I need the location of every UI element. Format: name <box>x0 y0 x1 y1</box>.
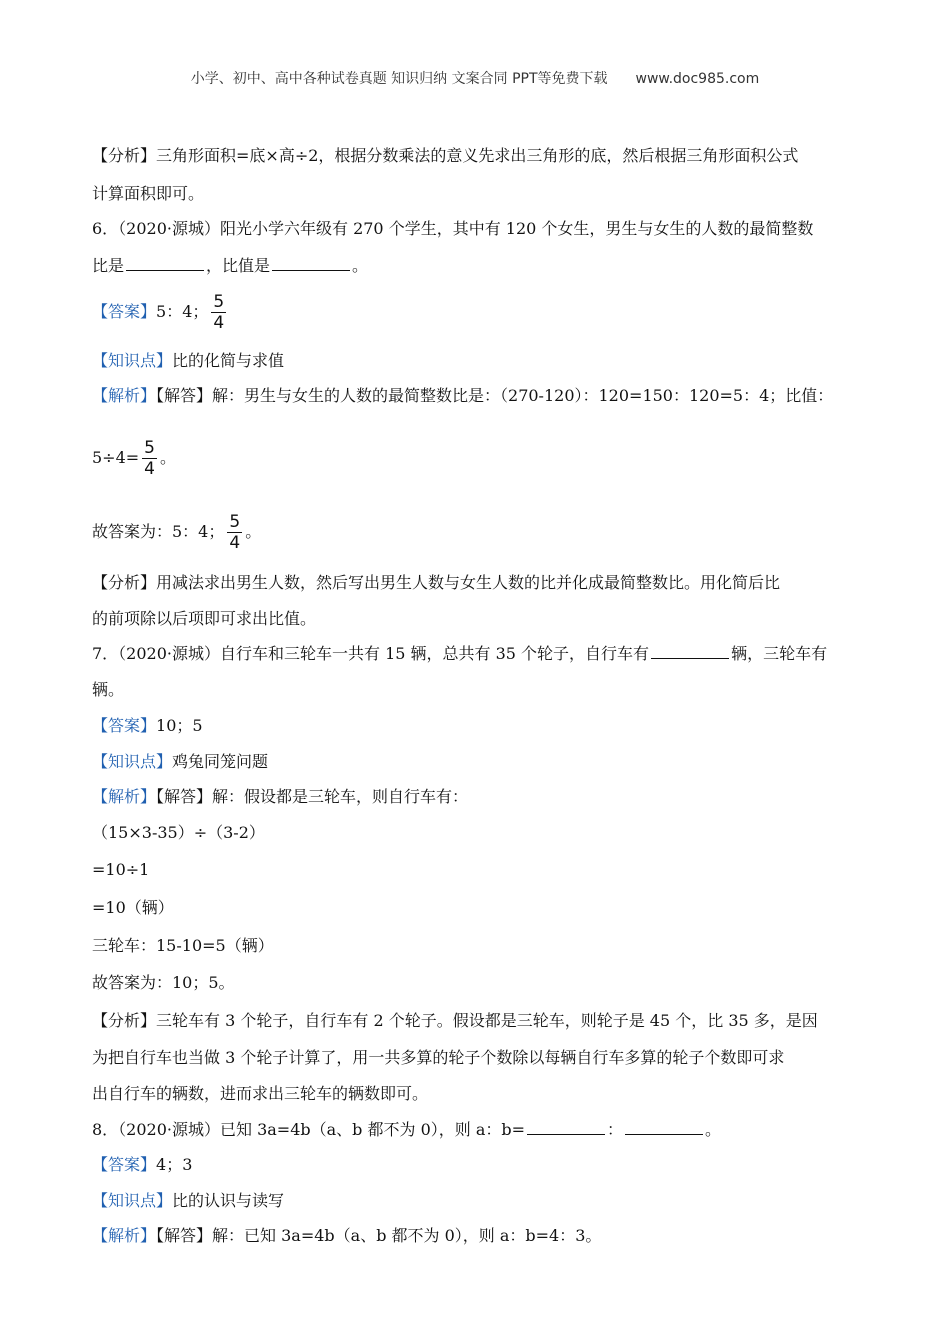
q6-question-line2 <box>92 256 368 276</box>
q6-analysis-line2 <box>92 609 316 629</box>
knowledge-tag: 【知识点】 <box>92 351 173 370</box>
knowledge-tag: 【知识点】 <box>92 1191 173 1210</box>
fraction <box>227 512 242 553</box>
q6-explain-line2 <box>92 436 176 480</box>
answer-tag: 【答案】 <box>92 1155 157 1174</box>
answer-blank <box>527 1120 605 1135</box>
knowledge-tag: 【知识点】 <box>92 752 173 771</box>
text: 8．（2020·源城）已知 3a=4b（a、b 都不为 0），则 a：b= <box>92 1120 526 1139</box>
analysis-tag: 【分析】 <box>92 573 157 592</box>
fraction-numerator: 5 <box>229 512 241 532</box>
q5-analysis-line1 <box>92 146 798 166</box>
fraction-numerator: 5 <box>213 292 225 312</box>
text: 。 <box>245 522 262 541</box>
header-text: 小学、初中、高中各种试卷真题 知识归纳 文案合同 PPT等免费下载 <box>190 71 608 87</box>
text: 。 <box>160 448 177 467</box>
text: ： <box>607 1120 624 1139</box>
text: 用减法求出男生人数，然后写出男生人数与女生人数的比并化成最简整数比。用化简后比 <box>156 573 781 592</box>
text: 故答案为：10；5。 <box>92 973 235 992</box>
text: 比的化简与求值 <box>172 351 285 370</box>
q8-knowledge <box>92 1191 284 1211</box>
fraction-denominator: 4 <box>229 533 241 553</box>
text: 10；5 <box>156 716 203 735</box>
text: 。 <box>705 1120 722 1139</box>
fraction-denominator: 4 <box>213 313 225 333</box>
q7-explain-line4 <box>92 898 174 918</box>
text: 鸡兔同笼问题 <box>172 752 269 771</box>
text: 计算面积即可。 <box>92 184 205 203</box>
text: 【解答】解：已知 3a=4b（a、b 都不为 0），则 a：b=4：3。 <box>156 1226 602 1245</box>
q6-knowledge <box>92 351 284 371</box>
answer-blank <box>625 1120 703 1135</box>
text: 【解答】解：假设都是三轮车，则自行车有： <box>156 787 469 806</box>
q7-knowledge <box>92 752 268 772</box>
analysis-tag: 【分析】 <box>92 1011 157 1030</box>
text: 故答案为：5：4； <box>92 522 225 541</box>
answer-tag: 【答案】 <box>92 716 157 735</box>
text: 5：4； <box>156 302 209 321</box>
text: 三角形面积=底×高÷2，根据分数乘法的意义先求出三角形的底，然后根据三角形面积公式 <box>156 146 799 165</box>
text: 6．（2020·源城）阳光小学六年级有 270 个学生，其中有 120 个女生，男生与女生的人数的最简整数 <box>92 219 814 238</box>
q8-answer <box>92 1155 192 1175</box>
q6-question-line1 <box>92 219 813 239</box>
q5-analysis-line2 <box>92 184 204 204</box>
q7-question-line1 <box>92 644 827 664</box>
text: 为把自行车也当做 3 个轮子计算了，用一共多算的轮子个数除以每辆自行车多算的轮子个数即可求 <box>92 1048 785 1067</box>
text: 。 <box>352 256 369 275</box>
fraction <box>211 292 226 333</box>
text: 7．（2020·源城）自行车和三轮车一共有 15 辆，总共有 35 个轮子，自行车有 <box>92 644 650 663</box>
q7-analysis-line1 <box>92 1011 818 1031</box>
q7-explain-line3 <box>92 860 149 880</box>
text: =10÷1 <box>92 860 150 879</box>
explain-tag: 【解析】 <box>92 386 157 405</box>
q8-explain <box>92 1226 601 1246</box>
answer-blank <box>651 644 729 659</box>
text: 辆，三轮车有 <box>731 644 828 663</box>
q6-explain-line3 <box>92 510 261 554</box>
q7-explain-line5 <box>92 936 274 956</box>
page-header <box>0 68 950 88</box>
text: 比是 <box>92 256 125 275</box>
text: 的前项除以后项即可求出比值。 <box>92 609 317 628</box>
q7-explain-line1 <box>92 787 468 807</box>
text: 三轮车：15-10=5（辆） <box>92 936 274 955</box>
explain-tag: 【解析】 <box>92 1226 157 1245</box>
q7-explain-line6 <box>92 973 235 993</box>
analysis-tag: 【分析】 <box>92 146 157 165</box>
answer-blank <box>272 256 350 271</box>
text: 5÷4= <box>92 448 140 467</box>
q6-analysis-line1 <box>92 573 780 593</box>
answer-blank <box>126 256 204 271</box>
q8-question <box>92 1120 721 1140</box>
text: （15×3-35）÷（3-2） <box>92 823 265 842</box>
q7-question-line2 <box>92 680 124 700</box>
q6-explain-line1 <box>92 386 833 406</box>
text: 出自行车的辆数，进而求出三轮车的辆数即可。 <box>92 1084 429 1103</box>
header-site: www.doc985.com <box>635 71 760 87</box>
answer-tag: 【答案】 <box>92 302 157 321</box>
text: 三轮车有 3 个轮子，自行车有 2 个轮子。假设都是三轮车，则轮子是 45 个，比 35 多，是因 <box>156 1011 818 1030</box>
text: 4；3 <box>156 1155 193 1174</box>
text: ，比值是 <box>206 256 271 275</box>
q6-answer <box>92 290 229 334</box>
fraction-numerator: 5 <box>144 438 155 458</box>
fraction-denominator: 4 <box>144 459 155 479</box>
q7-explain-line2 <box>92 823 265 843</box>
text: 【解答】解：男生与女生的人数的最简整数比是：（270-120）：120=150：120=5：4；比值： <box>156 386 834 405</box>
q7-analysis-line3 <box>92 1084 428 1104</box>
q7-answer <box>92 716 203 736</box>
explain-tag: 【解析】 <box>92 787 157 806</box>
text: 辆。 <box>92 680 125 699</box>
text: =10（辆） <box>92 898 174 917</box>
text: 比的认识与读写 <box>172 1191 285 1210</box>
fraction <box>142 438 157 479</box>
q7-analysis-line2 <box>92 1048 784 1068</box>
